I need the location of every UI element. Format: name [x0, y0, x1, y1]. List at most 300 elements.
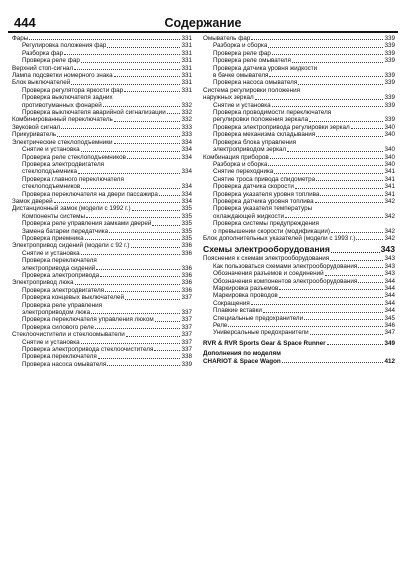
toc-entry[interactable]: [12, 154, 192, 161]
entry-page-number: 335: [181, 234, 192, 242]
dot-leader: [331, 252, 380, 253]
dot-leader: [309, 121, 383, 122]
toc-entry[interactable]: [203, 270, 395, 277]
dot-leader: [86, 217, 180, 218]
toc-entry[interactable]: [203, 255, 395, 262]
entry-title: Проверка датчика уровня топлива: [213, 197, 314, 205]
toc-entry-text: Проверка электродвигателя: [22, 160, 105, 168]
dot-leader: [272, 106, 384, 107]
dot-leader: [282, 362, 384, 363]
toc-entry[interactable]: [203, 124, 395, 131]
entry-page-number: 335: [181, 212, 192, 220]
toc-entry[interactable]: [12, 316, 192, 323]
toc-entry[interactable]: [12, 198, 192, 205]
toc-entry[interactable]: [203, 116, 395, 123]
entry-page-number: 343: [384, 262, 395, 270]
entry-title: электропривода сидений: [22, 264, 96, 272]
dot-leader: [71, 84, 180, 85]
toc-entry-text: Система регулировки положения: [203, 86, 301, 94]
toc-left-column: [12, 35, 192, 368]
toc-entry[interactable]: [203, 102, 395, 109]
entry-page-number: 335: [181, 205, 192, 213]
dot-leader: [298, 84, 383, 85]
toc-entry[interactable]: [12, 131, 192, 138]
dot-leader: [29, 39, 180, 40]
dot-leader: [78, 173, 180, 174]
entry-title: стеклоподъемника: [22, 168, 78, 176]
entry-page-number: 333: [181, 131, 192, 139]
dot-leader: [255, 99, 384, 100]
toc-entry[interactable]: [203, 292, 395, 299]
dot-leader: [167, 113, 181, 114]
entry-page-number: 340: [384, 146, 395, 154]
toc-entry[interactable]: [203, 263, 395, 270]
toc-entry[interactable]: [12, 346, 192, 353]
toc-entry[interactable]: [203, 228, 395, 235]
section-page-number: 343: [380, 244, 395, 255]
dot-leader: [75, 284, 181, 285]
toc-entry[interactable]: [12, 168, 192, 175]
page-title: Содержание: [164, 16, 242, 30]
dot-leader: [127, 158, 181, 159]
toc-entry[interactable]: [203, 358, 395, 365]
toc-entry[interactable]: [12, 331, 192, 338]
entry-title: Снятие переходника: [213, 168, 274, 176]
entry-page-number: 340: [384, 153, 395, 161]
entry-page-number: 336: [181, 264, 192, 272]
entry-title: Проверка переключателя на двери пассажира: [22, 190, 158, 198]
entry-title: Регулировка положения фар: [22, 42, 107, 50]
dot-leader: [64, 54, 180, 55]
dot-leader: [155, 321, 181, 322]
entry-page-number: 335: [181, 227, 192, 235]
entry-page-number: 339: [384, 94, 395, 102]
toc-entry[interactable]: [12, 57, 192, 64]
entry-title: Звуковой сигнал: [12, 123, 61, 131]
entry-title: Проверка электропривода: [22, 272, 100, 279]
entry-title: Проверка силового реле: [22, 323, 95, 331]
dot-leader: [272, 54, 384, 55]
entry-page-number: 332: [181, 116, 192, 124]
toc-entry[interactable]: [12, 324, 192, 331]
entry-page-number: 412: [384, 357, 395, 365]
entry-page-number: 344: [384, 299, 395, 307]
entry-title: Проверка электродвигателя: [22, 286, 105, 294]
entry-title: Проверка насоса омывателя: [213, 79, 298, 87]
toc-entry[interactable]: [12, 235, 192, 242]
toc-entry[interactable]: [203, 42, 395, 49]
dot-leader: [320, 195, 383, 196]
toc-entry[interactable]: [12, 42, 192, 49]
toc-entry[interactable]: [203, 176, 395, 183]
toc-entry[interactable]: [12, 191, 192, 198]
entry-page-number: 339: [384, 42, 395, 50]
entry-page-number: 340: [384, 123, 395, 131]
entry-page-number: 334: [181, 183, 192, 191]
entry-title: Проверка концевых выключателей: [22, 294, 124, 302]
dot-leader: [132, 210, 181, 211]
toc-entry[interactable]: [12, 294, 192, 301]
entry-title: наружных зеркал: [203, 94, 254, 102]
dot-leader: [124, 91, 180, 92]
entry-page-number: 349: [384, 339, 395, 347]
toc-entry[interactable]: [203, 213, 395, 220]
entry-title: Проверка регулятора яркости фар: [22, 86, 124, 94]
toc-entry[interactable]: [12, 250, 192, 257]
entry-page-number: 338: [181, 353, 192, 361]
toc-entry[interactable]: [12, 205, 192, 212]
toc-entry[interactable]: [203, 50, 395, 57]
entry-page-number: 332: [181, 109, 192, 117]
dot-leader: [325, 275, 384, 276]
toc-entry[interactable]: [203, 183, 395, 190]
toc-entry[interactable]: [12, 50, 192, 57]
entry-page-number: 337: [181, 294, 192, 302]
entry-title: регулировки положения зеркала: [213, 116, 309, 124]
dot-leader: [287, 151, 383, 152]
toc-entry[interactable]: [203, 340, 395, 347]
dot-leader: [351, 128, 384, 129]
entry-title: Обозначения разъемов и соединений: [213, 270, 324, 278]
toc-entry[interactable]: [12, 109, 192, 116]
entry-page-number: 340: [384, 160, 395, 168]
entry-page-number: 336: [181, 272, 192, 279]
dot-leader: [103, 106, 181, 107]
toc-entry[interactable]: [12, 287, 192, 294]
toc-entry[interactable]: [12, 339, 192, 346]
dot-leader: [263, 312, 384, 313]
dot-leader: [268, 165, 383, 166]
dot-leader: [131, 247, 181, 248]
entry-title: Снятие и установка: [22, 338, 80, 346]
entry-title: Маркировка разъемов: [213, 285, 279, 292]
toc-entry[interactable]: [12, 272, 192, 279]
entry-title: Разборка и сборка: [213, 160, 268, 168]
entry-title: Обозначения компонентов электрооборудования: [213, 277, 358, 285]
toc-entry[interactable]: [203, 168, 395, 175]
entry-page-number: 340: [384, 131, 395, 139]
toc-entry[interactable]: [12, 353, 192, 360]
toc-entry[interactable]: [203, 94, 395, 101]
toc-entry[interactable]: [12, 72, 192, 79]
entry-page-number: 339: [181, 360, 192, 368]
dot-leader: [295, 188, 384, 189]
toc-entry[interactable]: [203, 322, 395, 329]
entry-page-number: 336: [181, 249, 192, 257]
toc-entry-text: Проверка переключателя: [22, 257, 97, 265]
dot-leader: [85, 239, 181, 240]
entry-page-number: 344: [384, 307, 395, 315]
entry-title: Проверка переключателя управления люком: [22, 316, 154, 324]
dot-leader: [74, 69, 180, 70]
entry-page-number: 331: [181, 49, 192, 57]
entry-title: Снятие и установка: [22, 249, 80, 257]
dot-leader: [114, 121, 181, 122]
entry-page-number: 339: [384, 49, 395, 57]
dot-leader: [107, 47, 180, 48]
entry-page-number: 336: [181, 279, 192, 287]
entry-title: стеклоподъемников: [22, 183, 81, 191]
dot-leader: [331, 232, 384, 233]
entry-page-number: 333: [181, 123, 192, 131]
dot-leader: [228, 326, 383, 327]
dot-leader: [251, 304, 384, 305]
entry-title: Комбинированный переключатель: [12, 116, 113, 124]
dot-leader: [61, 128, 180, 129]
entry-page-number: 339: [384, 35, 395, 42]
entry-page-number: 339: [384, 101, 395, 109]
entry-title: Верхний стоп-сигнал: [12, 64, 74, 72]
entry-page-number: 342: [384, 234, 395, 242]
dot-leader: [81, 62, 181, 63]
entry-page-number: 339: [384, 79, 395, 87]
entry-title: Разборка фар: [22, 49, 64, 57]
entry-title: Проверка реле фар: [22, 57, 80, 65]
toc-entry[interactable]: [12, 309, 192, 316]
toc-entry[interactable]: [12, 213, 192, 220]
toc-entry[interactable]: [12, 116, 192, 123]
entry-page-number: 334: [181, 146, 192, 154]
entry-title: Разборка и сборка: [213, 42, 268, 50]
dot-leader: [274, 173, 383, 174]
toc-entry[interactable]: [12, 146, 192, 153]
dot-leader: [269, 76, 383, 77]
entry-title: Блок дополнительных указателей (модели с 1993 г.): [203, 234, 356, 242]
dot-leader: [96, 269, 180, 270]
header-rule: [8, 31, 398, 33]
entry-title: в бачке омывателя: [213, 72, 269, 80]
entry-page-number: 332: [181, 101, 192, 109]
toc-entry[interactable]: [203, 57, 395, 64]
dot-leader: [100, 276, 180, 277]
toc-entry[interactable]: [203, 278, 395, 285]
entry-page-number: 336: [181, 286, 192, 294]
toc-entry-text: Проверка главного переключателя: [22, 175, 124, 183]
toc-entry[interactable]: [12, 220, 192, 227]
dot-leader: [57, 136, 180, 137]
entry-page-number: 331: [181, 72, 192, 80]
toc-entry[interactable]: [203, 154, 395, 161]
dot-leader: [251, 39, 383, 40]
entry-title: Фары: [12, 35, 29, 42]
toc-section-heading[interactable]: [203, 244, 395, 255]
entry-title: о превышении скорости (модификации): [213, 227, 330, 235]
toc-entry[interactable]: [203, 235, 395, 242]
entry-title: охлаждающей жидкости: [213, 212, 285, 220]
page-header: [8, 14, 398, 32]
entry-title: Электропривод сидений (модели с 92 г.): [12, 242, 130, 250]
dot-leader: [125, 299, 181, 300]
entry-page-number: 337: [181, 316, 192, 324]
entry-page-number: 339: [384, 72, 395, 80]
toc-entry[interactable]: [12, 361, 192, 368]
toc-entry-text: Проверка системы предупреждения: [213, 220, 319, 228]
entry-title: CHARIOT & Space Wagon: [203, 357, 281, 365]
toc-entry[interactable]: [12, 183, 192, 190]
entry-page-number: 331: [181, 42, 192, 50]
entry-title: Проверка насоса омывателя: [22, 360, 107, 368]
dot-leader: [105, 291, 180, 292]
entry-page-number: 343: [384, 255, 395, 263]
toc-entry[interactable]: [12, 87, 192, 94]
entry-page-number: 339: [384, 57, 395, 65]
dot-leader: [292, 62, 384, 63]
toc-entry[interactable]: [203, 79, 395, 86]
dot-leader: [91, 313, 180, 314]
entry-title: Проверка переключателя: [22, 353, 97, 361]
entry-title: Проверка реле стеклоподъемников: [22, 153, 126, 161]
entry-page-number: 342: [384, 197, 395, 205]
toc-entry[interactable]: [203, 72, 395, 79]
toc-entry[interactable]: [12, 265, 192, 272]
dot-leader: [310, 334, 384, 335]
toc-entry[interactable]: [203, 35, 395, 42]
entry-page-number: 337: [181, 331, 192, 339]
dot-leader: [114, 76, 181, 77]
dot-leader: [54, 202, 181, 203]
dot-leader: [81, 188, 180, 189]
toc-entry[interactable]: [12, 242, 192, 249]
entry-title: Проверка реле фар: [213, 49, 271, 57]
toc-entry-text: Проверка указателя температуры: [213, 205, 313, 213]
dot-leader: [98, 358, 181, 359]
entry-page-number: 344: [384, 277, 395, 285]
entry-title: Проверка электропривода регулировки зеркал: [213, 123, 350, 131]
page-number: 444: [14, 15, 36, 30]
entry-title: Универсальные предохранители: [213, 329, 309, 337]
entry-page-number: 341: [384, 175, 395, 183]
entry-page-number: 331: [181, 86, 192, 94]
entry-title: электроприводом зеркал: [213, 146, 287, 154]
entry-page-number: 337: [181, 338, 192, 346]
dot-leader: [81, 343, 181, 344]
entry-page-number: 337: [181, 309, 192, 317]
entry-page-number: 341: [384, 168, 395, 176]
entry-page-number: 334: [181, 190, 192, 198]
entry-page-number: 345: [384, 314, 395, 322]
section-title: Схемы электрооборудования: [203, 244, 330, 255]
entry-title: Сокращения: [213, 299, 250, 307]
entry-page-number: 334: [181, 153, 192, 161]
toc-entry[interactable]: [203, 191, 395, 198]
entry-title: Электрические стеклоподъемники: [12, 138, 113, 146]
entry-title: Прикуриватель: [12, 131, 57, 139]
entry-page-number: 339: [384, 116, 395, 124]
entry-page-number: 331: [181, 64, 192, 72]
dot-leader: [316, 136, 383, 137]
dot-leader: [109, 232, 180, 233]
entry-title: Снятие и установка: [213, 101, 271, 109]
entry-title: RVR & RVR Sports Gear & Space Runner: [203, 339, 326, 347]
entry-page-number: 341: [384, 183, 395, 191]
entry-title: Реле: [213, 322, 228, 330]
toc-entry[interactable]: [12, 35, 192, 42]
dot-leader: [279, 297, 384, 298]
entry-title: Компоненты системы: [22, 212, 86, 220]
entry-page-number: 341: [384, 190, 395, 198]
toc-entry-text: Дополнения по моделям: [203, 350, 281, 358]
toc-entry[interactable]: [12, 65, 192, 72]
entry-title: Проверка механизма складывания: [213, 131, 316, 139]
toc-entry-text: Проверка блока управления: [213, 138, 297, 146]
dot-leader: [316, 180, 383, 181]
dot-leader: [358, 267, 383, 268]
toc-entry[interactable]: [203, 315, 395, 322]
entry-title: противотуманных фонарей: [22, 101, 102, 109]
dot-leader: [126, 336, 181, 337]
toc-right-column: [203, 35, 395, 365]
toc-entry[interactable]: [203, 131, 395, 138]
dot-leader: [159, 195, 181, 196]
entry-page-number: 334: [181, 197, 192, 205]
entry-page-number: 334: [181, 138, 192, 146]
entry-title: Проверка указателя уровня топлива: [213, 190, 320, 198]
dot-leader: [356, 239, 383, 240]
toc-entry[interactable]: [203, 161, 395, 168]
toc-entry[interactable]: [203, 285, 395, 292]
entry-page-number: 347: [384, 329, 395, 337]
dot-leader: [268, 47, 383, 48]
dot-leader: [279, 289, 383, 290]
dot-leader: [114, 143, 181, 144]
entry-page-number: 331: [181, 79, 192, 87]
entry-page-number: 336: [181, 242, 192, 250]
toc-entry[interactable]: [12, 139, 192, 146]
dot-leader: [95, 328, 180, 329]
dot-leader: [304, 319, 383, 320]
entry-title: Маркировка проводов: [213, 292, 278, 300]
toc-entry[interactable]: [12, 228, 192, 235]
entry-page-number: 331: [181, 35, 192, 42]
entry-title: Замок дверей: [12, 197, 53, 205]
entry-title: Проверка реле омывателя: [213, 57, 291, 65]
toc-entry[interactable]: [203, 198, 395, 205]
dot-leader: [270, 158, 384, 159]
toc-entry[interactable]: [12, 102, 192, 109]
toc-entry-text: Проверка проводимости переключателя: [213, 109, 332, 117]
toc-entry[interactable]: [12, 279, 192, 286]
entry-title: Замена батареи передатчика: [22, 227, 109, 235]
entry-title: Проверка реле управления замками дверей: [22, 220, 152, 228]
toc-entry[interactable]: [12, 79, 192, 86]
entry-page-number: 331: [181, 57, 192, 65]
dot-leader: [107, 365, 180, 366]
toc-entry[interactable]: [12, 124, 192, 131]
toc-entry[interactable]: [203, 300, 395, 307]
entry-title: Блок выключателей: [12, 79, 71, 87]
toc-entry[interactable]: [203, 146, 395, 153]
entry-page-number: 344: [384, 285, 395, 292]
entry-page-number: 337: [181, 323, 192, 331]
toc-entry-text: Проверка реле управления: [22, 301, 103, 309]
toc-entry[interactable]: [203, 329, 395, 336]
toc-entry-text: Проверка выключателя задних: [22, 94, 113, 102]
entry-page-number: 342: [384, 212, 395, 220]
dot-leader: [327, 344, 384, 345]
dot-leader: [358, 282, 383, 283]
dot-leader: [154, 350, 180, 351]
entry-title: Электропривод люка: [12, 279, 74, 287]
entry-title: Пояснения к схемам электрооборудования: [203, 255, 330, 263]
dot-leader: [152, 225, 180, 226]
entry-title: Как пользоваться схемами электрооборудования: [213, 262, 358, 270]
entry-title: Плавкие вставки: [213, 307, 262, 315]
entry-title: Комбинация приборов: [203, 153, 269, 161]
entry-page-number: 342: [384, 227, 395, 235]
dot-leader: [81, 151, 181, 152]
entry-title: Дистанционный замок (модели с 1992 г.): [12, 205, 131, 213]
toc-entry[interactable]: [203, 307, 395, 314]
